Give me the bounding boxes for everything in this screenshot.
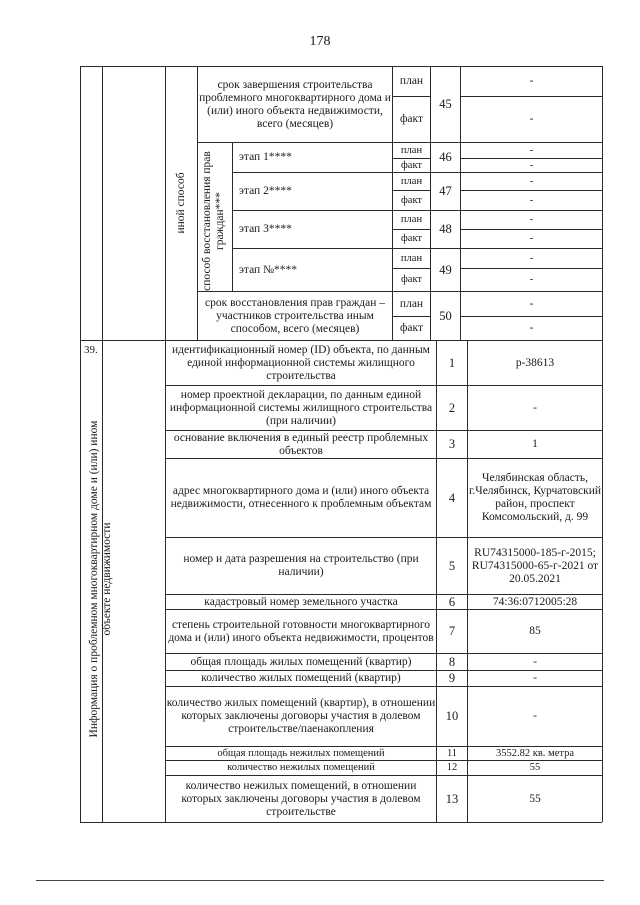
row-value: 3552.82 кв. метра [496,747,574,759]
row-label: количество нежилых помещений, в отношении которых заключены договоры участия в долевом строительстве [181,779,421,818]
plan-value: - [529,144,534,156]
plan-label: план [400,175,423,187]
stage-label: этап 1**** [239,151,292,163]
row-number: 5 [448,558,456,573]
row-number: 10 [445,709,459,723]
row-number: 2 [448,400,456,415]
row-label: номер и дата разрешения на строительство (при наличии) [183,553,419,578]
plan-label: план [400,252,423,264]
fact-value: - [529,159,534,171]
row-number: 49 [439,262,452,277]
row-value: 1 [532,438,538,450]
row-label: кадастровый номер земельного участка [204,595,398,608]
fact-label: факт [399,322,424,334]
page-number: 178 [309,34,331,49]
row-value: - [533,655,537,668]
plan-label: план [400,214,423,225]
fact-label: факт [400,274,422,285]
fact-value: - [529,322,534,334]
plan-label: план [399,297,424,310]
stage-label: этап 2**** [239,185,292,197]
plan-label: план [399,75,424,87]
fact-label: факт [400,194,422,206]
row-number: 3 [448,437,456,451]
row-number: 13 [445,791,459,806]
row-value: р-38613 [515,356,555,369]
row-value: 74:36:0712005:28 [492,595,578,608]
row-label: адрес многоквартирного дома и (или) иного объекта недвижимости, отнесенного к проблемным объектам [170,485,432,510]
plan-value: - [529,175,534,187]
fact-value: - [529,233,534,244]
section-index: 39. [84,343,98,356]
fact-label: факт [400,159,422,171]
plan-label: план [400,144,423,156]
row-value: - [533,710,537,722]
plan-value: - [529,297,534,310]
restore-term-label: срок восстановления прав граждан – участников строительства иным способом, всего (месяцев) [205,296,385,335]
row-label: степень строительной готовности многоквартирного дома и (или) иного объекта недвижимости, процентов [168,618,434,644]
row-label: количество жилых помещений (квартир), в отношении которых заключены договоры участия в долевом строительстве/паенакопления [166,697,436,735]
row-value: RU74315000-185-г-2015; RU74315000-65-г-2021 от 20.05.2021 [471,546,599,585]
row-number: 45 [439,97,452,111]
row-label: общая площадь нежилых помещений [217,747,385,759]
subgroup-label-restoration: способ восстановления прав граждан*** [201,151,226,291]
row-number: 12 [446,762,458,773]
row-number: 48 [439,222,452,236]
row-label: основание включения в единый реестр проблемных объектов [173,431,429,457]
row-value: - [533,401,537,414]
row-value: Челябинская область, г.Челябинск, Курчатовский район, проспект Комсомольский, д. 99 [468,472,602,523]
row-number: 50 [439,308,452,323]
row-value: 55 [529,792,541,805]
row-label: общая площадь жилых помещений (квартир) [190,655,412,668]
row-label: количество жилых помещений (квартир) [201,672,401,684]
row-number: 46 [439,150,452,164]
fact-label: факт [400,233,422,244]
fact-label: факт [399,113,424,125]
fact-value: - [529,274,534,285]
row-label: количество нежилых помещений [227,762,375,773]
row-number: 1 [448,355,456,370]
row-number: 8 [448,654,456,669]
plan-value: - [529,252,534,264]
plan-value: - [529,75,534,87]
stage-label: этап 3**** [239,223,292,235]
row-number: 4 [448,490,456,505]
row-number: 47 [439,184,452,198]
scan-bottom-rule [36,880,604,881]
row-value: - [533,672,537,684]
row-value: 85 [529,625,541,637]
stage-label: этап №**** [239,263,298,276]
row-number: 11 [446,747,458,759]
section-rotated-label: Информация о проблемном многоквартирном доме и (или) ином объекте недвижимости [88,420,113,738]
row-number: 9 [448,671,456,685]
row-label: номер проектной декларации, по данным единой информационной системы жилищного строительства (при наличии) [169,388,433,427]
row-number: 7 [448,624,456,638]
row-value: 55 [529,762,541,773]
fact-value: - [529,113,534,125]
completion-term-label: срок завершения строительства проблемного многоквартирного дома и (или) иного объекта недвижимости, всего (месяцев) [199,78,391,130]
fact-value: - [529,194,534,206]
row-label: идентификационный номер (ID) объекта, по данным единой информационной системы жилищного строительства [172,343,430,382]
row-number: 6 [448,595,456,609]
plan-value: - [529,214,534,225]
group-label-other-method: иной способ [174,172,187,234]
